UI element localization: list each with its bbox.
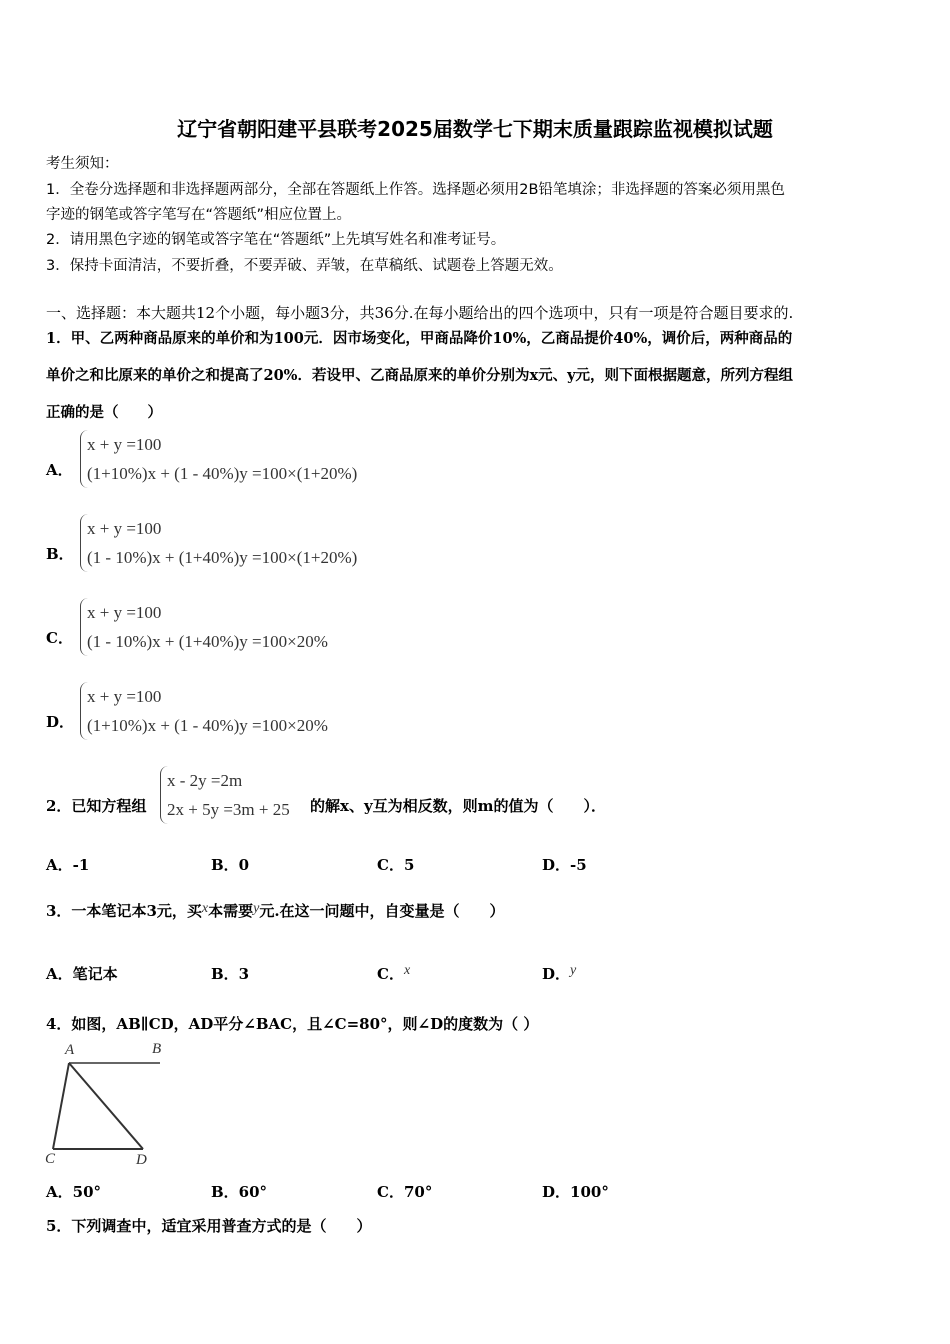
- equation: x + y =100: [87, 687, 162, 706]
- variable: y: [253, 901, 260, 916]
- option-label: C．: [46, 629, 73, 647]
- option-label: B．: [46, 545, 74, 563]
- geometry-figure: [40, 1040, 180, 1175]
- question-1-line: 正确的是（ ）: [46, 404, 162, 421]
- q2-option-d[interactable]: D．-5: [542, 856, 587, 874]
- text: 3．一本笔记本3元，买: [46, 902, 202, 920]
- q4-option-b[interactable]: B．60°: [211, 1183, 268, 1201]
- equation-system: [80, 598, 328, 656]
- equation: (1+10%)x + (1 - 40%)y =100×(1+20%): [87, 464, 358, 483]
- q4-option-d[interactable]: D．100°: [542, 1183, 609, 1201]
- label-c: C: [45, 1151, 56, 1167]
- equation: x + y =100: [87, 603, 162, 622]
- question-2-prefix: 2．已知方程组: [46, 797, 147, 815]
- equation: (1 - 10%)x + (1+40%)y =100×(1+20%): [87, 548, 358, 567]
- notice-line: 1．全卷分选择题和非选择题两部分，全部在答题纸上作答。选择题必须用2B铅笔填涂；非选择题的答案必须用黑色: [46, 182, 785, 198]
- variable: x: [403, 963, 411, 978]
- q3-option-a[interactable]: A．笔记本: [46, 965, 118, 983]
- q2-option-c[interactable]: C．5: [377, 856, 415, 874]
- section-heading: 一、选择题：本大题共12个小题，每小题3分，共36分.在每小题给出的四个选项中，只有一项是符合题目要求的.: [46, 304, 794, 322]
- text: 元.在这一问题中，自变量是（ ）: [259, 902, 505, 920]
- text: 本需要: [208, 902, 254, 920]
- notice-line: 字迹的钢笔或答字笔写在“答题纸”相应位置上。: [46, 207, 352, 223]
- variable: x: [201, 901, 209, 916]
- equation-system: [80, 682, 328, 740]
- q3-option-b[interactable]: B．3: [211, 965, 250, 983]
- option-label: D．: [542, 965, 571, 983]
- q4-option-c[interactable]: C．70°: [377, 1183, 433, 1201]
- equation: 2x + 5y =3m + 25: [167, 800, 290, 819]
- equation: x - 2y =2m: [167, 771, 243, 790]
- notice-line: 3．保持卡面清洁，不要折叠，不要弄破、弄皱，在草稿纸、试题卷上答题无效。: [46, 258, 563, 274]
- question-1-line: 1．甲、乙两种商品原来的单价和为100元．因市场变化，甲商品降价10%，乙商品提价40%，调价后，两种商品的: [46, 330, 793, 347]
- label-b: B: [152, 1041, 162, 1057]
- label-d: D: [136, 1152, 147, 1168]
- q2-option-a[interactable]: A．-1: [46, 856, 90, 874]
- label-a: A: [65, 1042, 75, 1058]
- q4-option-a[interactable]: A．50°: [46, 1183, 102, 1201]
- question-3: [46, 900, 505, 921]
- question-2-suffix: 的解x、y互为相反数，则m的值为（ ）．: [310, 797, 607, 815]
- question-1-line: 单价之和比原来的单价之和提高了20%．若设甲、乙商品原来的单价分别为x元、y元，则下面根据题意，所列方程组: [46, 367, 794, 384]
- option-label: A．: [46, 461, 73, 479]
- question-5: 5．下列调查中，适宜采用普查方式的是（ ）: [46, 1217, 372, 1235]
- line-ac: [53, 1063, 69, 1149]
- equation: (1 - 10%)x + (1+40%)y =100×20%: [87, 632, 328, 651]
- option-label: C．: [377, 965, 404, 983]
- equation: (1+10%)x + (1 - 40%)y =100×20%: [87, 716, 328, 735]
- variable: y: [570, 963, 577, 978]
- equation: x + y =100: [87, 519, 162, 538]
- question-4: 4．如图，AB∥CD，AD平分∠BAC，且∠C=80°，则∠D的度数为（ ）: [46, 1015, 539, 1033]
- notice-heading: 考生须知：: [46, 156, 119, 172]
- q3-option-d[interactable]: [542, 963, 576, 984]
- option-label: D．: [46, 713, 75, 731]
- q2-option-b[interactable]: B．0: [211, 856, 250, 874]
- q3-option-c[interactable]: [377, 963, 410, 984]
- equation-system: [80, 514, 357, 572]
- equation-system: [160, 766, 290, 824]
- line-ad: [69, 1063, 143, 1149]
- notice-line: 2．请用黑色字迹的钢笔或答字笔在“答题纸”上先填写姓名和准考证号。: [46, 232, 506, 248]
- equation: x + y =100: [87, 435, 162, 454]
- page-title: 辽宁省朝阳建平县联考2025届数学七下期末质量跟踪监视模拟试题: [177, 117, 773, 141]
- equation-system: [80, 430, 357, 488]
